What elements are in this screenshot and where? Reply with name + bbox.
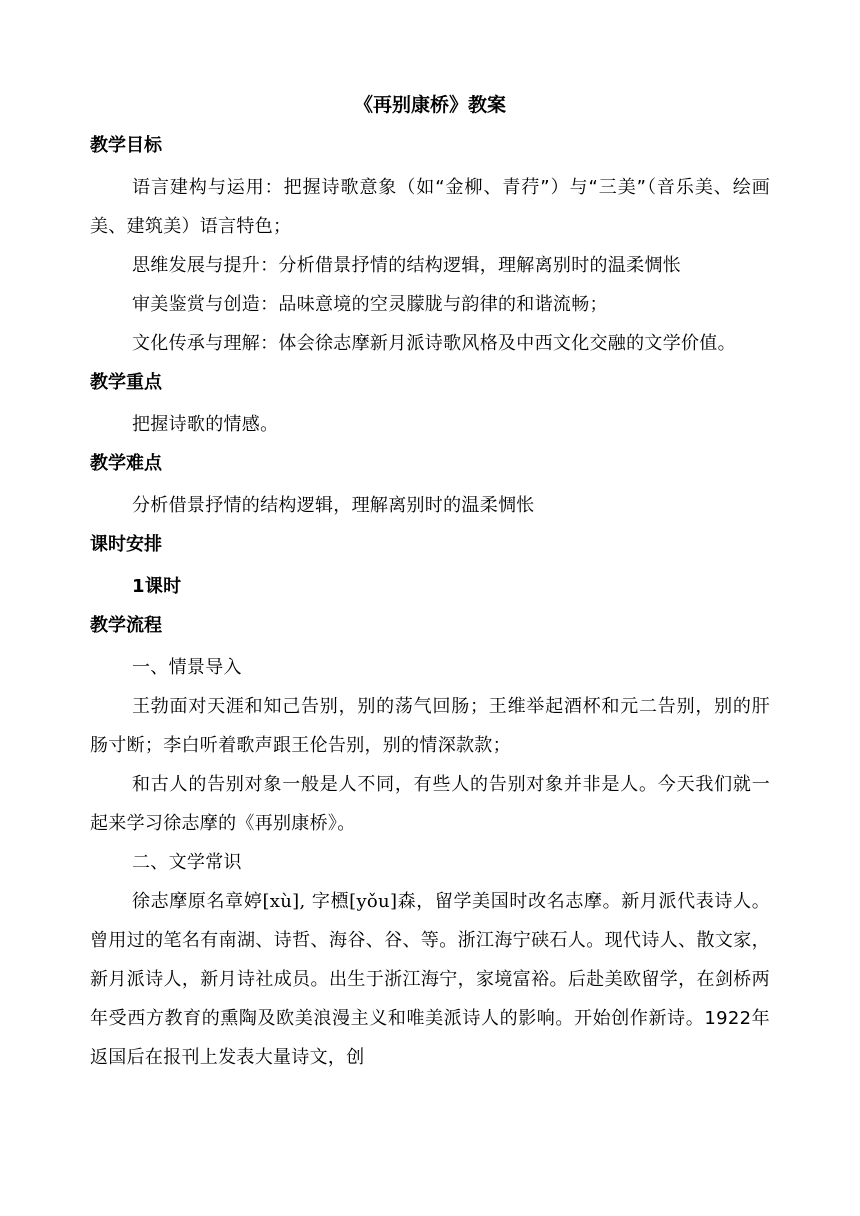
heading-schedule: 课时安排 [90,534,162,555]
process-part1-title: 一、情景导入 [132,657,242,678]
heading-key-points: 教学重点 [90,372,162,393]
biography-text-c: 森，留学美国时改名志摩。新月派代表诗人。曾用过的笔名有南湖、诗哲、海谷、谷、等。浙江海宁硖石人。现代诗人、散文家，新月派诗人，新月诗社成员。出生于浙江海宁，家境富裕。后赴美欧留学，在剑桥两年受西方教育的熏陶及欧美浪漫主义和唯美派诗人的影响。开始创作新诗。1922年返国后在报刊上发表大量诗文，创 [90,891,771,1068]
biography-text-b: 字槱 [305,891,350,912]
heading-difficulties: 教学难点 [90,453,162,474]
document-title: 《再别康桥》教案 [353,94,506,116]
process-part2-paragraph-1 [90,882,770,1077]
pinyin-you: [yǒu] [349,891,398,912]
process-part1-paragraph-2: 和古人的告别对象一般是人不同，有些人的告别对象并非是人。今天我们就一起来学习徐志摩的《再别康桥》。 [90,774,770,834]
process-part2-title: 二、文学常识 [132,852,242,873]
goal-item-thinking: 思维发展与提升：分析借景抒情的结构逻辑，理解离别时的温柔惆怅 [132,255,681,276]
process-part1-paragraph-1: 王勃面对天涯和知己告别，别的荡气回肠；王维举起酒杯和元二告别，别的肝肠寸断；李白听着歌声跟王伦告别，别的情深款款； [90,696,770,756]
goal-item-aesthetic: 审美鉴赏与创造：品味意境的空灵朦胧与韵律的和谐流畅； [132,294,608,315]
goal-item-language: 语言建构与运用：把握诗歌意象（如“金柳、青荇”）与“三美”（音乐美、绘画美、建筑美）语言特色； [90,177,770,237]
biography-text-a: 徐志摩原名章婷 [132,891,263,912]
goal-item-culture: 文化传承与理解：体会徐志摩新月派诗歌风格及中西文化交融的文学价值。 [132,333,736,354]
schedule-text: 1课时 [132,576,182,597]
heading-teaching-process: 教学流程 [90,615,162,636]
key-points-text: 把握诗歌的情感。 [132,414,279,435]
pinyin-xu: [xù], [262,891,306,912]
document-page [90,88,770,1077]
heading-teaching-goals: 教学目标 [90,135,162,156]
difficulties-text: 分析借景抒情的结构逻辑，理解离别时的温柔惆怅 [132,495,535,516]
